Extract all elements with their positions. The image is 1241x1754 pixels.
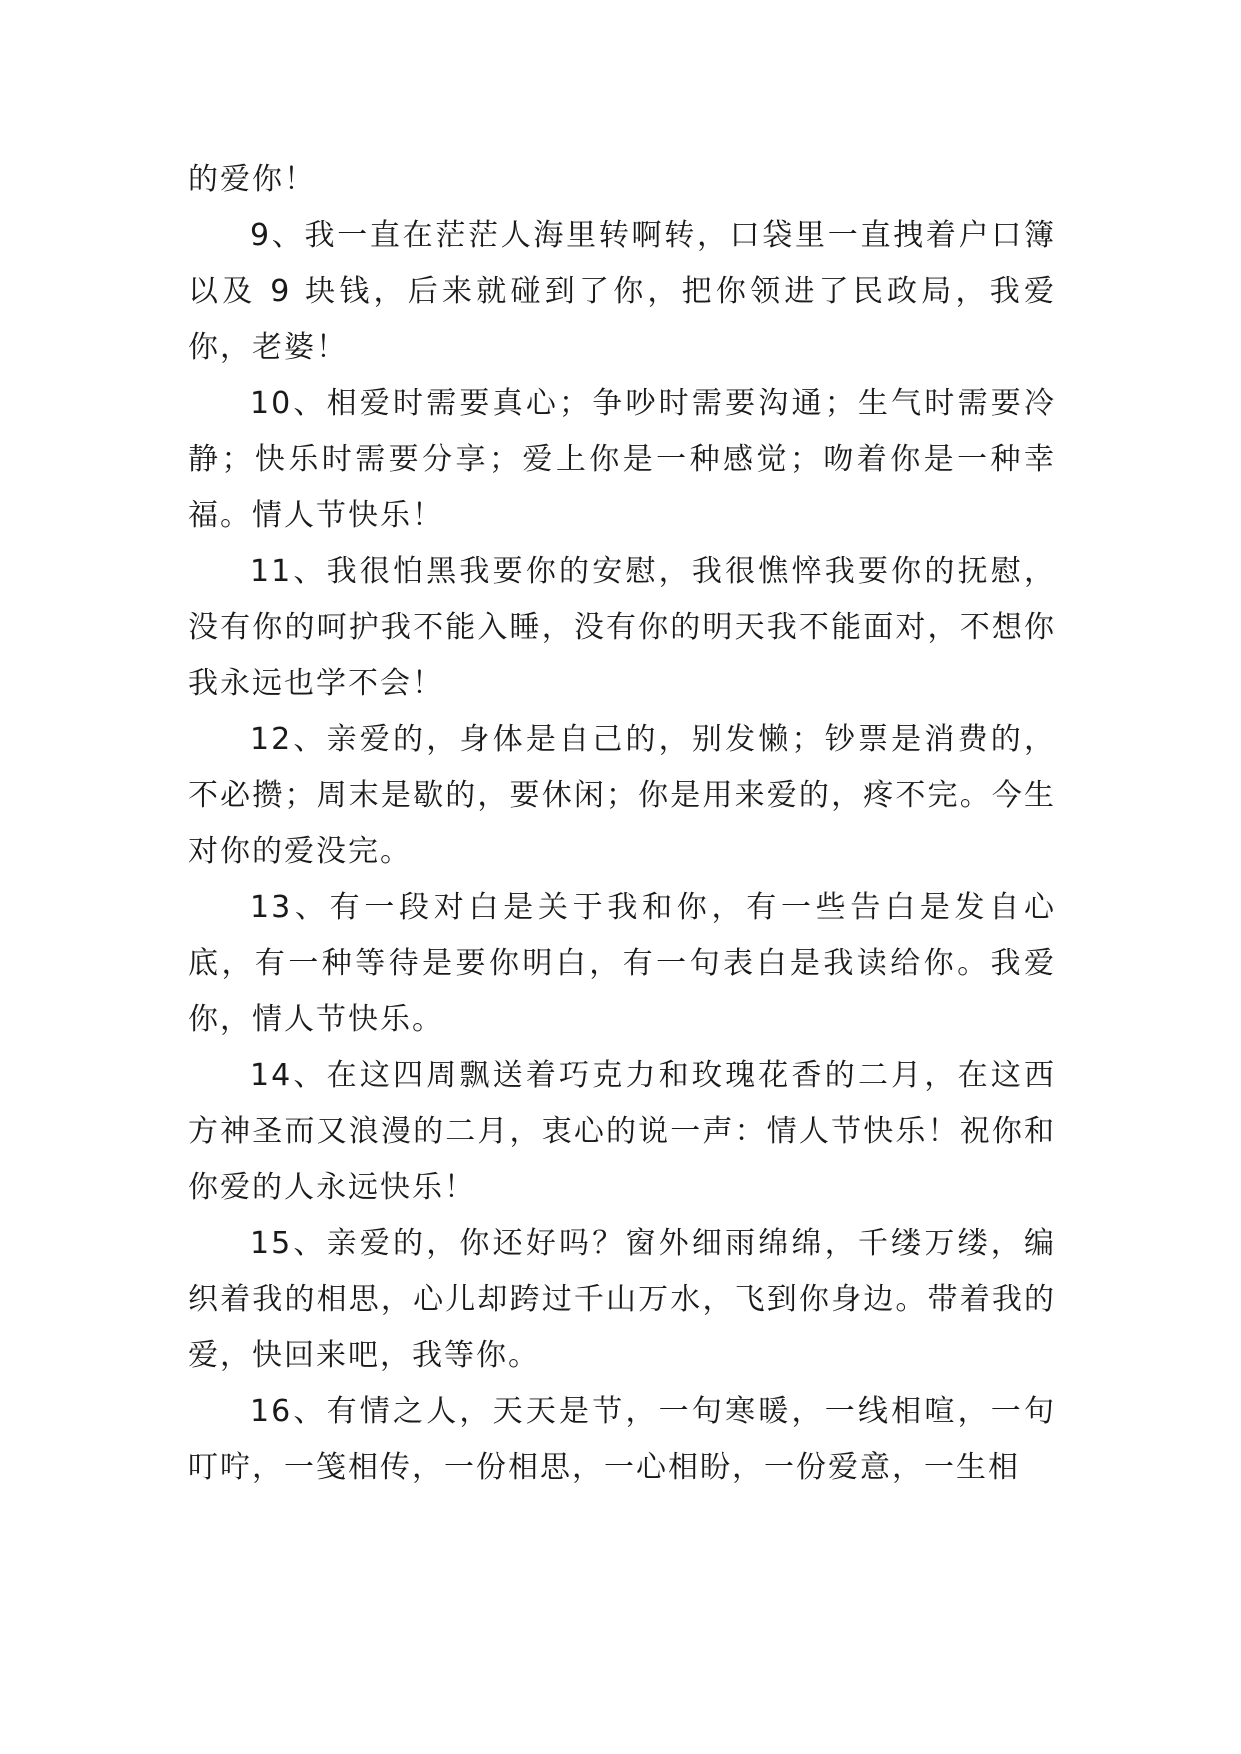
paragraph-13: 13、有一段对白是关于我和你，有一些告白是发自心底，有一种等待是要你明白，有一句表白是我读给你。我爱你，情人节快乐。 [188,890,1056,1037]
paragraph-9: 9、我一直在茫茫人海里转啊转，口袋里一直拽着户口簿以及 9 块钱，后来就碰到了你，把你领进了民政局，我爱你，老婆！ [188,218,1056,365]
paragraph-10: 10、相爱时需要真心；争吵时需要沟通；生气时需要冷静；快乐时需要分享；爱上你是一种感觉；吻着你是一种幸福。情人节快乐！ [188,386,1056,533]
paragraph-11: 11、我很怕黑我要你的安慰，我很憔悴我要你的抚慰，没有你的呵护我不能入睡，没有你的明天我不能面对，不想你我永远也学不会！ [188,554,1056,701]
paragraph-12: 12、亲爱的，身体是自己的，别发懒；钞票是消费的，不必攒；周末是歇的，要休闲；你是用来爱的，疼不完。今生对你的爱没完。 [188,722,1056,869]
paragraph-16: 16、有情之人，天天是节，一句寒暖，一线相喧，一句叮咛，一笺相传，一份相思，一心相盼，一份爱意，一生相 [188,1394,1056,1485]
document-body [188,152,1056,1496]
paragraph-14: 14、在这四周飘送着巧克力和玫瑰花香的二月，在这西方神圣而又浪漫的二月，衷心的说一声：情人节快乐！祝你和你爱的人永远快乐！ [188,1058,1056,1205]
paragraph-15: 15、亲爱的，你还好吗？窗外细雨绵绵，千缕万缕，编织着我的相思，心儿却跨过千山万水，飞到你身边。带着我的爱，快回来吧，我等你。 [188,1226,1056,1373]
paragraph-continuation: 的爱你！ [188,162,316,197]
